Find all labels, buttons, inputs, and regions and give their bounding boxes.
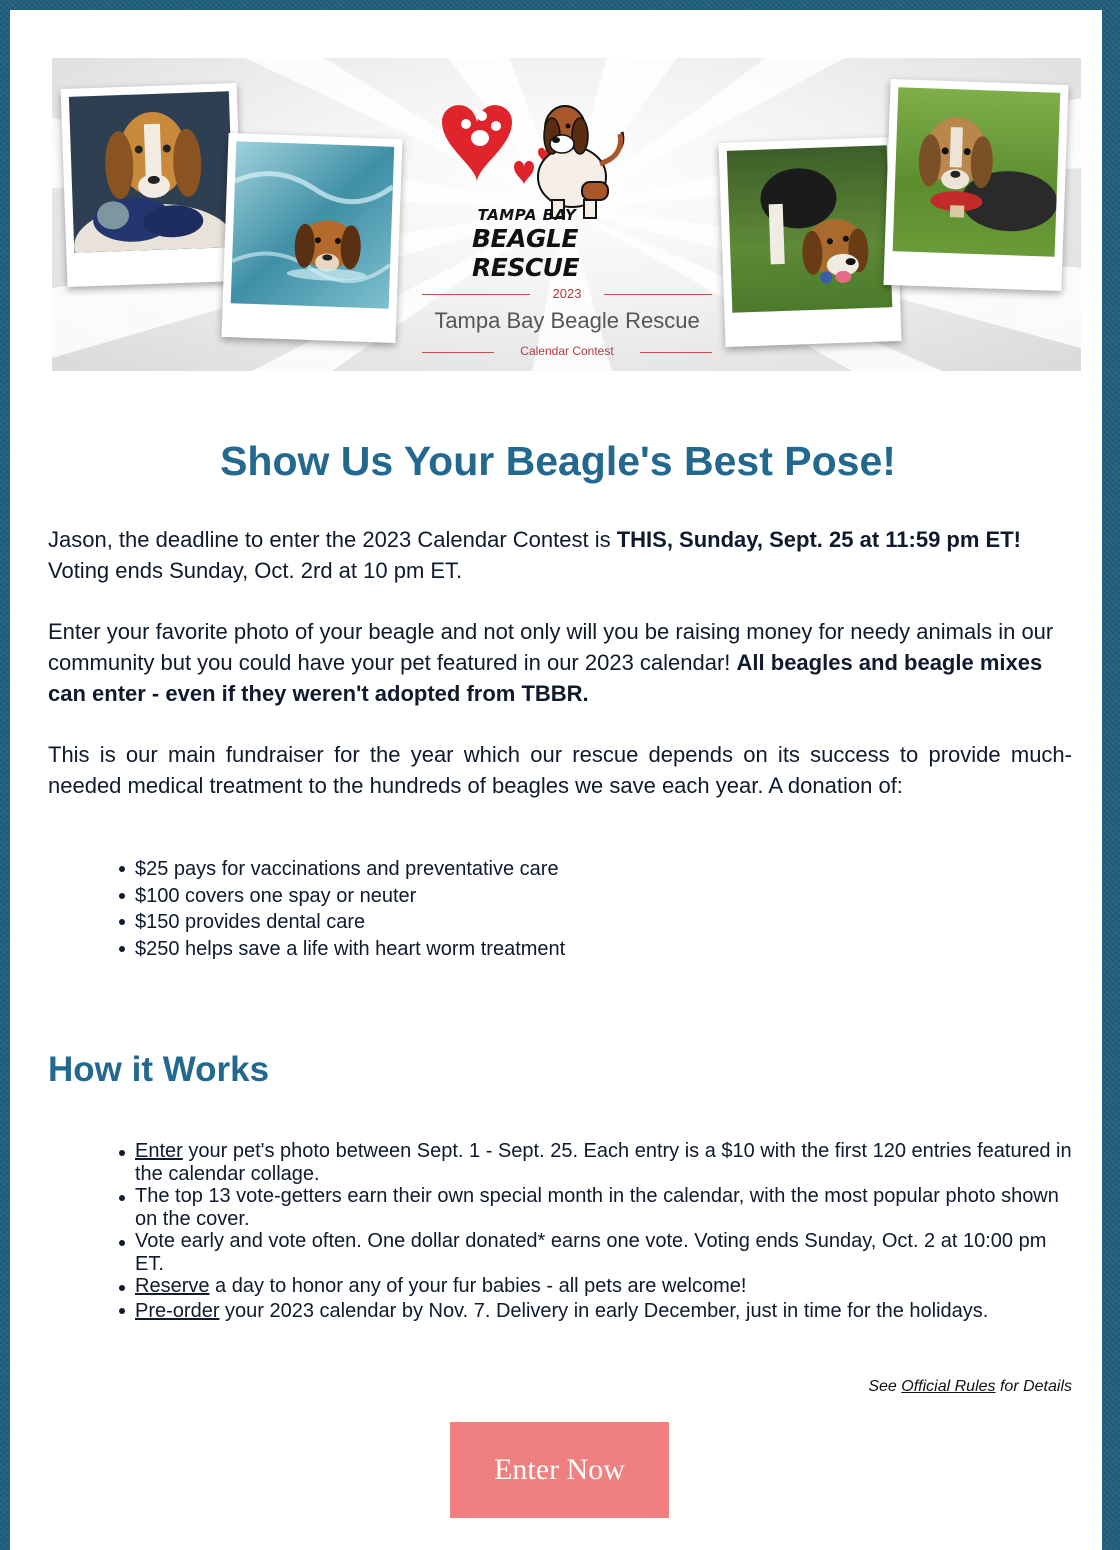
email-body xyxy=(10,10,1102,1550)
list-item xyxy=(135,1298,1075,1324)
entry-paragraph xyxy=(48,616,1072,709)
contest-banner xyxy=(52,58,1081,371)
donation-list xyxy=(135,856,1075,962)
step-text: your 2023 calendar by Nov. 7. Delivery in early December, just in time for the holidays. xyxy=(219,1299,989,1322)
entry-description: Enter your favorite photo of your beagle and not only will you be raising money for needy animals in our community but you could have your pet featured in our 2023 calendar! xyxy=(48,619,1054,675)
photo-beagle-lying-grass xyxy=(883,79,1068,291)
list-item: $250 helps save a life with heart worm treatment xyxy=(135,936,1075,963)
list-item: The top 13 vote-getters earn their own special month in the calendar, with the most popular photo shown on the cover. xyxy=(135,1185,1075,1230)
enter-link[interactable]: Enter xyxy=(135,1140,183,1162)
contest-year: 2023 xyxy=(422,286,712,301)
photo-beagle-flower-collar xyxy=(61,83,244,287)
list-item: $150 provides dental care xyxy=(135,909,1075,936)
contest-subtitle: Calendar Contest xyxy=(422,344,712,358)
logo-text-beagle-rescue: BEAGLE RESCUE xyxy=(472,224,580,282)
list-item: $100 covers one spay or neuter xyxy=(135,883,1075,910)
section-title-how-it-works: How it Works xyxy=(48,1050,270,1089)
list-item: Vote early and vote often. One dollar donated* earns one vote. Voting ends Sunday, Oct. 2 at 10:00 pm ET. xyxy=(135,1230,1075,1275)
photo-beagle-swimming xyxy=(221,133,402,343)
rules-prefix: See xyxy=(868,1378,902,1395)
deadline-paragraph xyxy=(48,524,1072,586)
page-title: Show Us Your Beagle's Best Pose! xyxy=(220,438,896,484)
contest-organization: Tampa Bay Beagle Rescue xyxy=(434,308,700,333)
voting-end: Voting ends Sunday, Oct. 2rd at 10 pm ET. xyxy=(48,558,463,583)
step-text: a day to honor any of your fur babies - all pets are welcome! xyxy=(209,1275,747,1297)
rescue-logo xyxy=(402,82,722,362)
pre-order-link[interactable]: Pre-order xyxy=(135,1299,220,1322)
eligibility-note: All beagles and beagle mixes can enter - even if they weren't adopted from TBBR. xyxy=(48,650,1043,706)
steps-list xyxy=(135,1140,1075,1324)
reserve-link[interactable]: Reserve xyxy=(135,1275,210,1297)
heart-beagle-logo-icon xyxy=(402,82,722,222)
list-item: $25 pays for vaccinations and preventative care xyxy=(135,856,1075,883)
logo-text-tampa-bay: TAMPA BAY xyxy=(477,206,577,224)
list-item xyxy=(135,1275,1075,1298)
step-text: your pet's photo between Sept. 1 - Sept. 25. Each entry is a $10 with the first 120 entries featured in the calendar collage. xyxy=(135,1140,1072,1185)
official-rules-link[interactable]: Official Rules xyxy=(901,1378,996,1395)
fundraiser-paragraph: This is our main fundraiser for the year which our rescue depends on its success to provide much-needed medical treatment to the hundreds of beagles we save each year. A donation of: xyxy=(48,742,1072,798)
list-item xyxy=(135,1140,1075,1185)
photo-beagle-play-bow xyxy=(718,137,901,347)
deadline-intro: Jason, the deadline to enter the 2023 Calendar Contest is xyxy=(48,527,617,552)
enter-now-button[interactable]: Enter Now xyxy=(450,1422,669,1518)
rules-note xyxy=(868,1378,1072,1396)
rules-suffix: for Details xyxy=(995,1378,1072,1395)
deadline-date: THIS, Sunday, Sept. 25 at 11:59 pm ET! xyxy=(616,527,1021,552)
